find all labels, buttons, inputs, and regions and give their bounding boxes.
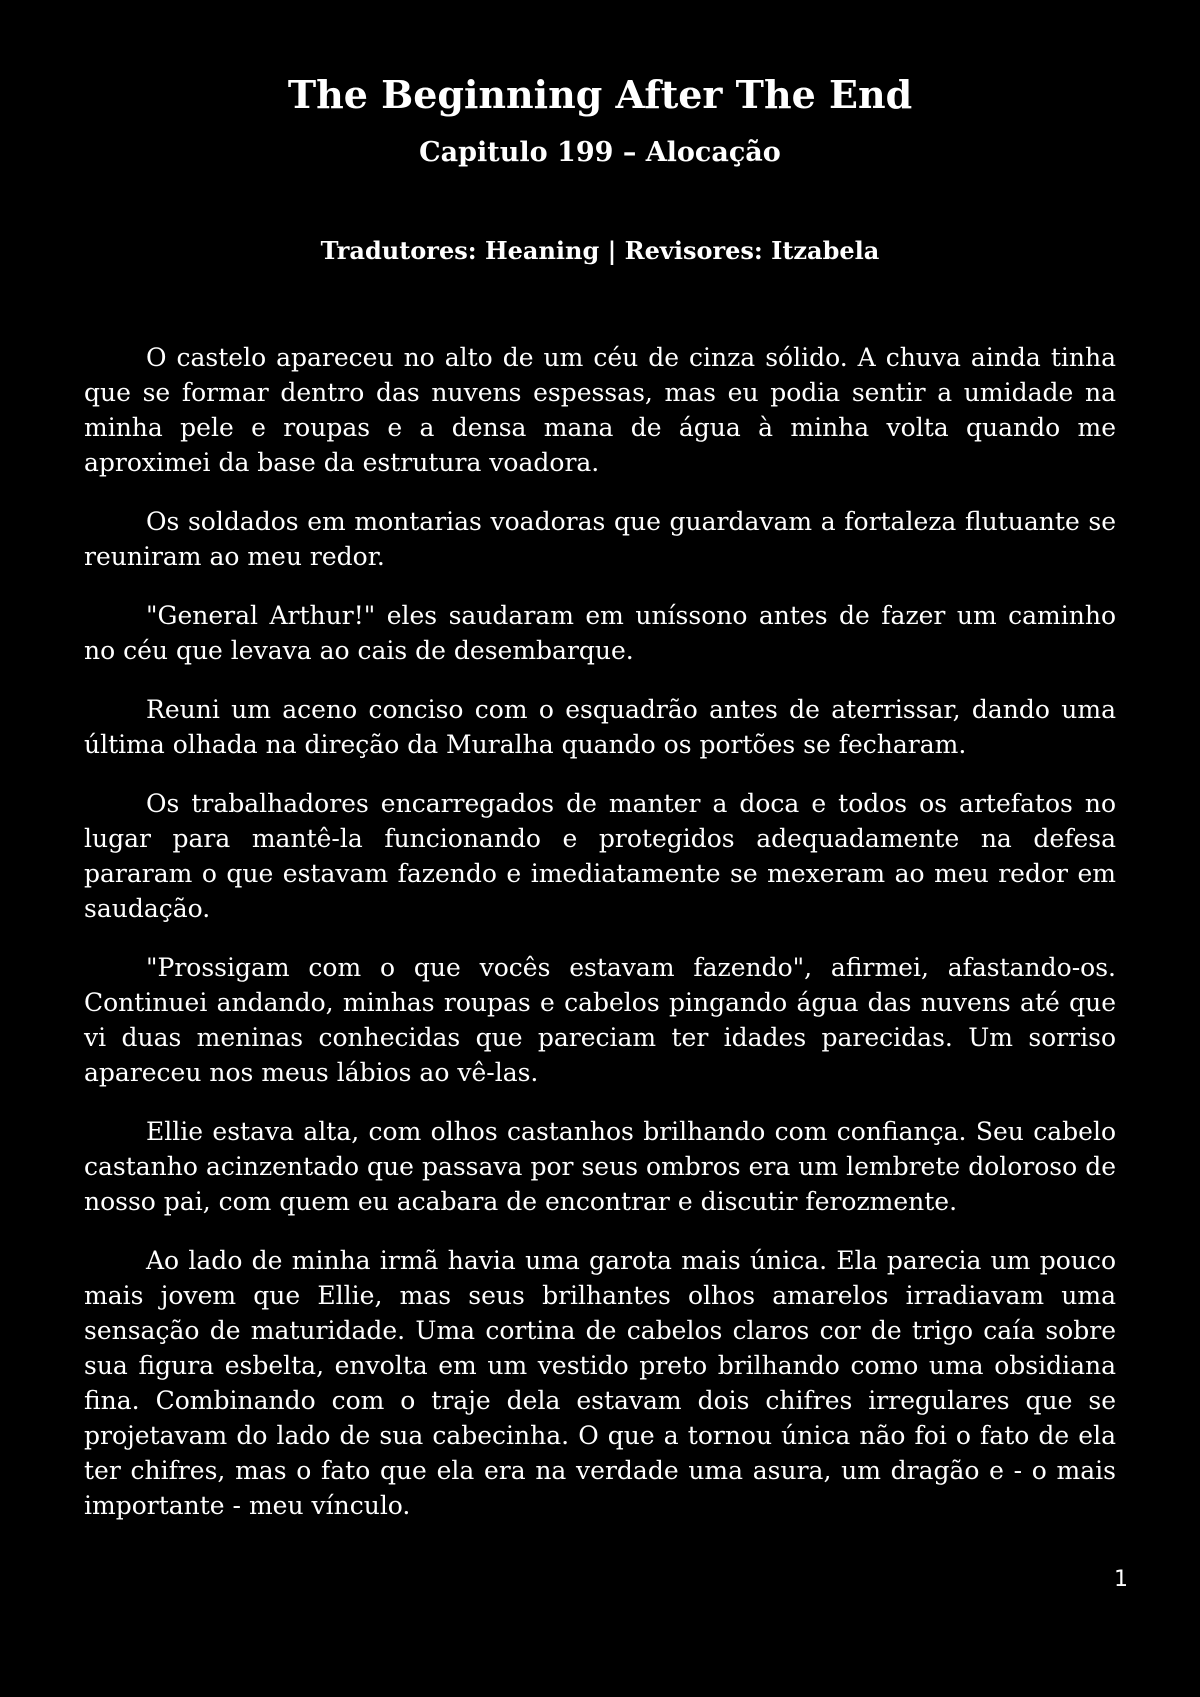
paragraph: Os soldados em montarias voadoras que guardavam a fortaleza flutuante se reuniram ao meu redor. bbox=[84, 507, 1116, 571]
document-title: The Beginning After The End bbox=[287, 72, 913, 117]
translator-credits: Tradutores: Heaning | Revisores: Itzabela bbox=[320, 236, 880, 265]
paragraph: Os trabalhadores encarregados de manter a doca e todos os artefatos no lugar para mantê-la funcionando e protegidos adequadamente na defesa pararam o que estavam fazendo e imediatamente se mexeram ao meu redor em saudação. bbox=[84, 789, 1116, 923]
paragraph: Reuni um aceno conciso com o esquadrão antes de aterrissar, dando uma última olhada na direção da Muralha quando os portões se fecharam. bbox=[84, 695, 1116, 759]
chapter-body bbox=[84, 340, 1116, 1547]
paragraph: Ao lado de minha irmã havia uma garota mais única. Ela parecia um pouco mais jovem que Ellie, mas seus brilhantes olhos amarelos irradiavam uma sensação de maturidade. Uma cortina de cabelos claros cor de trigo caía sobre sua figura esbelta, envolta em um vestido preto brilhando como uma obsidiana fina. Combinando com o traje dela estavam dois chifres irregulares que se projetavam do lado de sua cabecinha. O que a tornou única não foi o fato de ela ter chifres, mas o fato que ela era na verdade uma asura, um dragão e - o mais importante - meu vínculo. bbox=[84, 1246, 1116, 1520]
paragraph: Ellie estava alta, com olhos castanhos brilhando com confiança. Seu cabelo castanho acinzentado que passava por seus ombros era um lembrete doloroso de nosso pai, com quem eu acabara de encontrar e discutir ferozmente. bbox=[84, 1117, 1116, 1216]
paragraph: O castelo apareceu no alto de um céu de cinza sólido. A chuva ainda tinha que se formar dentro das nuvens espessas, mas eu podia sentir a umidade na minha pele e roupas e a densa mana de água à minha volta quando me aproximei da base da estrutura voadora. bbox=[84, 343, 1116, 477]
chapter-heading: Capitulo 199 – Alocação bbox=[419, 137, 781, 168]
page-number: 1 bbox=[1114, 1567, 1128, 1592]
paragraph: "General Arthur!" eles saudaram em uníssono antes de fazer um caminho no céu que levava ao cais de desembarque. bbox=[84, 601, 1116, 665]
paragraph: "Prossigam com o que vocês estavam fazendo", afirmei, afastando-os. Continuei andando, minhas roupas e cabelos pingando água das nuvens até que vi duas meninas conhecidas que pareciam ter idades parecidas. Um sorriso apareceu nos meus lábios ao vê-las. bbox=[84, 953, 1116, 1087]
